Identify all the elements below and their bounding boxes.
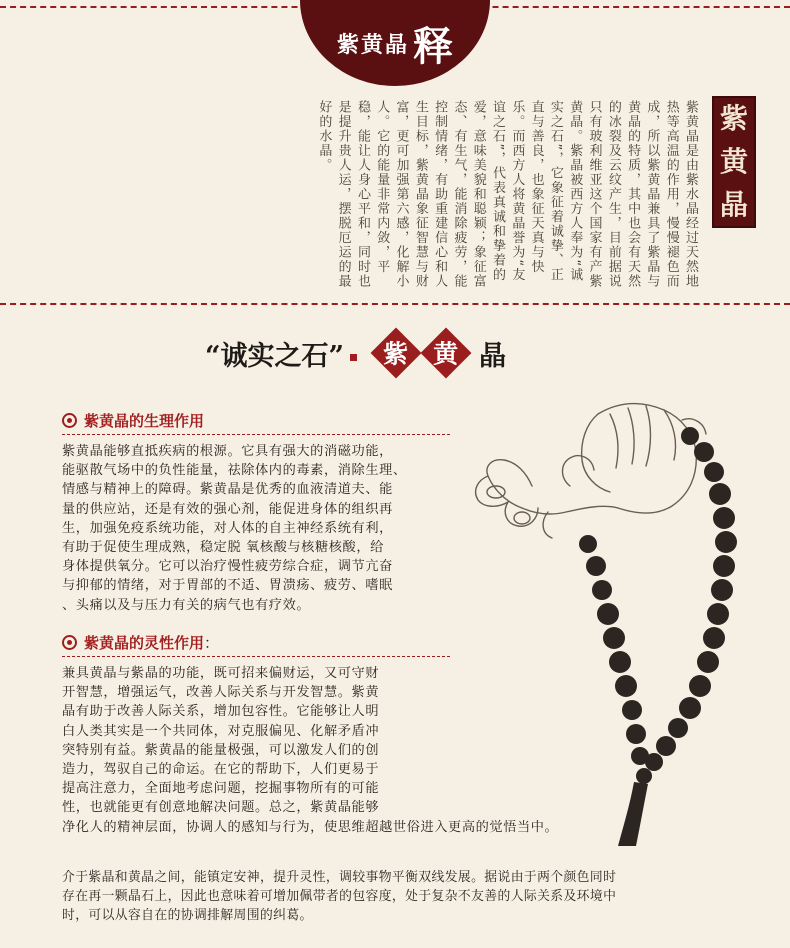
text-line: 生，加强免疫系统功能，对人体的自主神经系统有利， [62, 520, 393, 536]
text-line: 晶有助于改善人际关系，增加包容性。它能够让人明 [62, 704, 380, 720]
text-line: 与抑郁的情绪，对于胃部的不适、胃溃疡、疲劳、嗜眠 [62, 578, 393, 594]
text-line: 介于紫晶和黄晶之间，能镇定安神，提升灵性，调较事物平衡双线发展。据说由于两个颜色同时 [62, 870, 617, 885]
bullet-circle-icon [62, 413, 77, 428]
seal-char: 黄 [719, 144, 748, 178]
bullet-circle-icon [62, 635, 77, 650]
text-line: 存在再一颗晶石上，因此也意味着可增加佩带者的包容度，处于复杂不友善的人际关系及环境中 [62, 889, 617, 905]
section-rule [62, 434, 450, 435]
banner-title: 紫黄晶 [336, 32, 409, 58]
seal-char: 紫 [719, 102, 748, 136]
text-line: 时，可以从容自在的协调排解周围的纠葛。 [62, 908, 313, 924]
section-divider [0, 303, 790, 305]
text-line: 提高注意力，全面地考虑问题，挖掘事物所有的可能 [62, 781, 380, 797]
text-line: 有助于促使生理成熟，稳定脱 氧核酸与核糖核酸，给 [62, 540, 384, 556]
title-banner [300, 0, 490, 86]
hand-drawing [476, 404, 706, 538]
name-seal [712, 96, 756, 228]
heading-diamond [421, 328, 472, 379]
text-line: 量的供应站，还是有效的强心剂，能促进身体的组织再 [62, 501, 393, 517]
spiritual-section-title [62, 632, 219, 653]
text-line: 情感与精神上的障碍。紫黄晶是优秀的血液清道夫、能 [62, 482, 393, 498]
heading-char: 紫 [383, 339, 409, 369]
section-heading [205, 328, 506, 378]
physiological-paragraph [62, 442, 462, 615]
text-line: 能驱散气场中的负性能量，祛除体内的毒素，消除生理、 [62, 463, 407, 479]
spiritual-paragraph [62, 664, 702, 837]
physiological-section-title [62, 410, 204, 431]
heading-quote: “诚实之石” [205, 340, 345, 372]
text-line: 突特别有益。紫黄晶的能量极强，可以激发人们的创 [62, 742, 380, 758]
section-title-text: 紫黄晶的灵性作用 [84, 634, 205, 652]
seal-char: 晶 [719, 187, 748, 221]
heading-diamond [371, 328, 422, 379]
text-line: 紫黄晶能够直抵疾病的根源。它具有强大的消磁功能， [62, 444, 393, 459]
text-line: 兼具黄晶与紫晶的功能，既可招来偏财运，又可守财 [62, 666, 380, 681]
heading-dot [350, 354, 357, 361]
text-line: 造力，驾驭自己的命运。在它的帮助下，人们更易于 [62, 762, 380, 778]
heading-char: 晶 [479, 340, 507, 372]
closing-paragraph [62, 868, 762, 926]
text-line: 、头痛以及与压力有关的病气也有疗效。 [62, 597, 311, 613]
text-line: 性，也就能更有创意地解决问题。总之，紫黄晶能够 [62, 800, 380, 816]
banner-big-char: 释 [413, 23, 453, 70]
text-line: 净化人的精神层面，协调人的感知与行为，使思维超越世俗进入更高的觉悟当中。 [62, 819, 559, 835]
intro-vertical-text: 紫黄晶是由紫水晶经过天然地热等高温的作用，慢慢褪色而成，所以紫黄晶兼具了紫晶与黄晶的特质，其中也会有天然的冰裂及云纹产生，目前据说只有玻利维亚这个国家有产紫黄晶。紫晶被西方人奉为“诚实之石”，它象征着诚挚、正直与善良，也象征天真与快乐。而西方人将黄晶誉为“友谊之石”，代表真诚和挚着的爱，意味美貌和聪颖；象征富态、有生气，能消除疲劳，能控制情绪，有助重建信心和人生目标，紫黄晶象征智慧与财富，更可加强第六感，化解小人。它的能量非常内敛，平稳，能让人身心平和，同时也是提升贵人运，摆脱厄运的最好的水晶。 [316, 100, 698, 289]
text-line: 白人类其实是一个共同体，对克服偏见、化解矛盾冲 [62, 723, 380, 739]
section-title-suffix: ： [204, 634, 220, 652]
text-line: 身体提供氧分。它可以治疗慢性疲劳综合症，调节亢奋 [62, 559, 393, 575]
heading-char: 黄 [433, 339, 459, 369]
section-title-text: 紫黄晶的生理作用 [84, 412, 205, 430]
text-line: 开智慧，增强运气，改善人际关系与开发智慧。紫黄 [62, 685, 380, 701]
section-rule [62, 656, 450, 657]
